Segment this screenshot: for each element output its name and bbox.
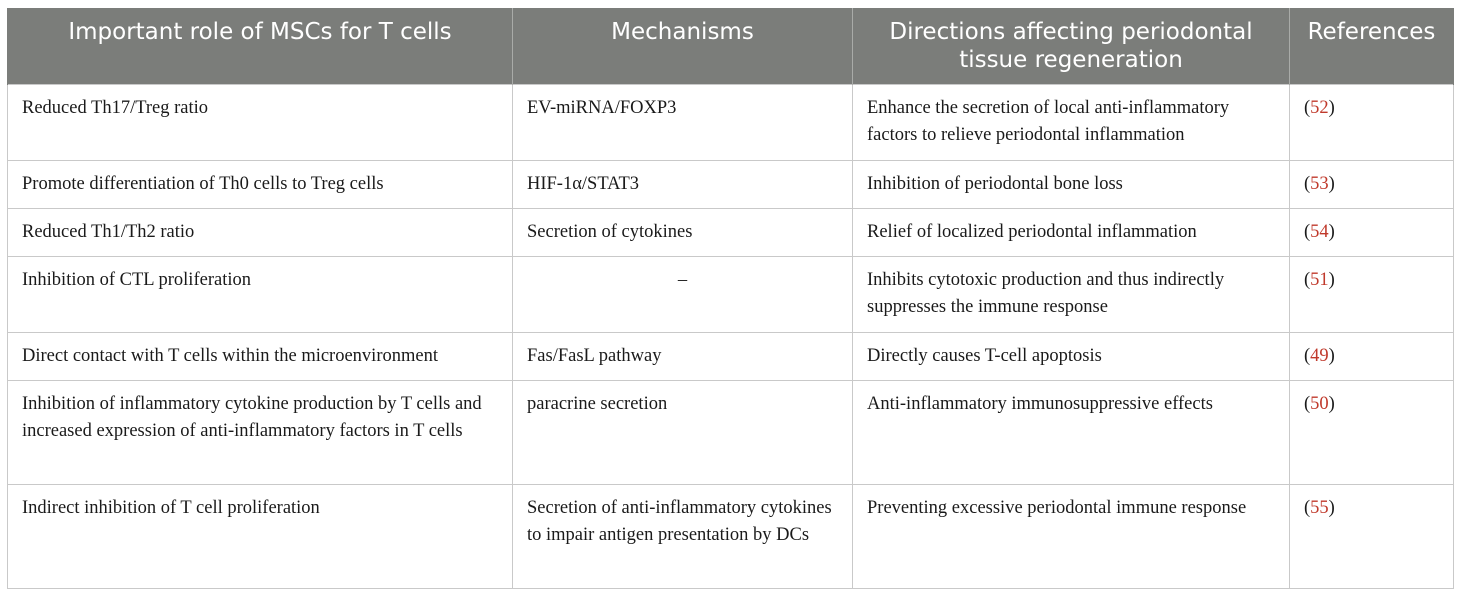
mechanism-cell: paracrine secretion [513,381,853,485]
direction-cell: Preventing excessive periodontal immune response [853,485,1290,589]
mechanism-cell: Fas/FasL pathway [513,333,853,381]
header-directions: Directions affecting periodontal tissue regeneration [853,8,1290,85]
table-row [8,161,1454,209]
table-row [8,85,1454,161]
table-row [8,381,1454,485]
reference-cell: (53) [1290,161,1454,209]
reference-link[interactable]: 53 [1310,174,1329,194]
reference-cell: (50) [1290,381,1454,485]
reference-link[interactable]: 50 [1310,394,1329,414]
reference-link[interactable]: 52 [1310,98,1329,118]
table-row [8,209,1454,257]
reference-link[interactable]: 54 [1310,222,1329,242]
direction-cell: Relief of localized periodontal inflammation [853,209,1290,257]
table-row [8,257,1454,333]
mechanism-cell: Secretion of anti-inflammatory cytokines to impair antigen presentation by DCs [513,485,853,589]
header-row [8,8,1454,85]
role-cell: Inhibition of inflammatory cytokine production by T cells and increased expression of anti-inflammatory factors in T cells [8,381,513,485]
mechanism-cell: Secretion of cytokines [513,209,853,257]
mechanism-cell: HIF-1α/STAT3 [513,161,853,209]
reference-link[interactable]: 49 [1310,346,1329,366]
table-body [8,85,1454,589]
reference-cell: (54) [1290,209,1454,257]
role-cell: Inhibition of CTL proliferation [8,257,513,333]
reference-link[interactable]: 51 [1310,270,1329,290]
direction-cell: Anti-inflammatory immunosuppressive effects [853,381,1290,485]
direction-cell: Directly causes T-cell apoptosis [853,333,1290,381]
mechanism-cell: – [513,257,853,333]
reference-link[interactable]: 55 [1310,498,1329,518]
role-cell: Promote differentiation of Th0 cells to Treg cells [8,161,513,209]
role-cell: Reduced Th17/Treg ratio [8,85,513,161]
table-row [8,485,1454,589]
msc-t-cell-table [7,8,1454,589]
header-references: References [1290,8,1454,85]
role-cell: Indirect inhibition of T cell proliferation [8,485,513,589]
direction-cell: Inhibits cytotoxic production and thus indirectly suppresses the immune response [853,257,1290,333]
reference-cell: (55) [1290,485,1454,589]
table-header [8,8,1454,85]
direction-cell: Inhibition of periodontal bone loss [853,161,1290,209]
table-row [8,333,1454,381]
role-cell: Reduced Th1/Th2 ratio [8,209,513,257]
reference-cell: (52) [1290,85,1454,161]
reference-cell: (49) [1290,333,1454,381]
header-role: Important role of MSCs for T cells [8,8,513,85]
mechanism-cell: EV-miRNA/FOXP3 [513,85,853,161]
reference-cell: (51) [1290,257,1454,333]
header-mechanisms: Mechanisms [513,8,853,85]
direction-cell: Enhance the secretion of local anti-inflammatory factors to relieve periodontal inflammation [853,85,1290,161]
role-cell: Direct contact with T cells within the microenvironment [8,333,513,381]
